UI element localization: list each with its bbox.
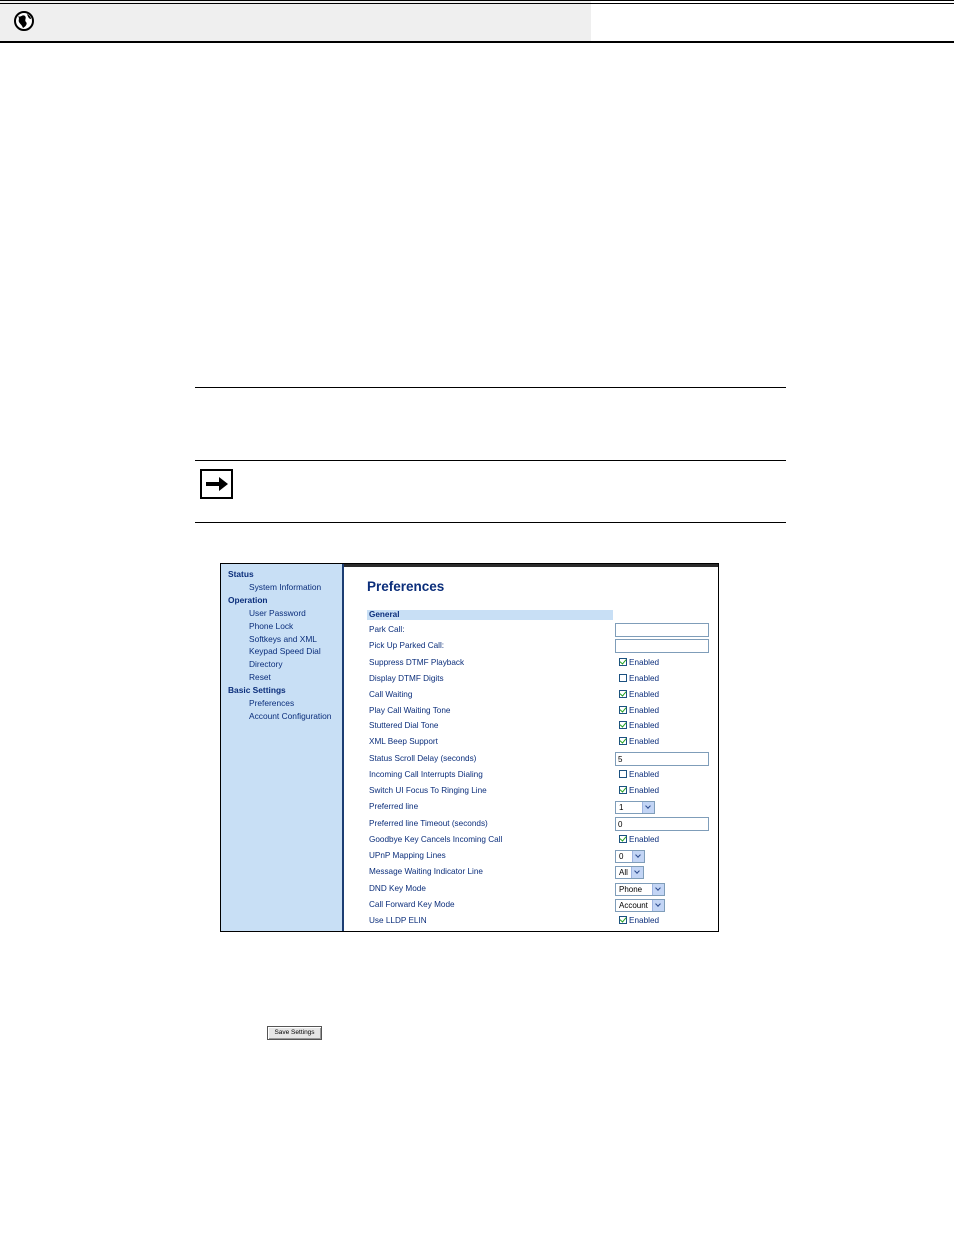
dropdown-value: 0 bbox=[619, 852, 624, 861]
setting-label: Incoming Call Interrupts Dialing bbox=[369, 770, 483, 779]
sidebar-item-phone-lock[interactable]: Phone Lock bbox=[249, 621, 294, 631]
page-title: Preferences bbox=[367, 579, 445, 594]
checkbox-unchecked-icon[interactable] bbox=[619, 674, 627, 682]
setting-label: Goodbye Key Cancels Incoming Call bbox=[369, 835, 503, 844]
sidebar-item-user-password[interactable]: User Password bbox=[249, 608, 306, 618]
setting-text-field[interactable] bbox=[615, 623, 709, 637]
sidebar-item-system-information[interactable]: System Information bbox=[249, 582, 322, 592]
sidebar-item-softkeys-xml[interactable]: Softkeys and XML bbox=[249, 634, 317, 644]
sidebar-heading-operation[interactable]: Operation bbox=[228, 595, 268, 605]
setting-label: Status Scroll Delay (seconds) bbox=[369, 754, 477, 763]
web-ui-note-bar bbox=[0, 0, 591, 43]
setting-label: Display DTMF Digits bbox=[369, 674, 444, 683]
checkbox-checked-icon[interactable] bbox=[619, 786, 627, 794]
setting-checkbox[interactable] bbox=[619, 658, 659, 669]
setting-checkbox[interactable] bbox=[619, 721, 659, 732]
divider bbox=[195, 460, 786, 461]
setting-label: DND Key Mode bbox=[369, 884, 426, 893]
checkbox-label: Enabled bbox=[629, 770, 660, 779]
setting-checkbox[interactable] bbox=[619, 835, 659, 846]
checkbox-label: Enabled bbox=[629, 737, 660, 746]
setting-label: Play Call Waiting Tone bbox=[369, 706, 451, 715]
arrow-right-icon bbox=[200, 469, 233, 499]
setting-checkbox[interactable] bbox=[619, 737, 659, 748]
sidebar-item-keypad-speed-dial[interactable]: Keypad Speed Dial bbox=[249, 646, 321, 656]
setting-dropdown[interactable] bbox=[615, 883, 665, 896]
setting-checkbox[interactable] bbox=[619, 674, 659, 685]
checkbox-checked-icon[interactable] bbox=[619, 690, 627, 698]
checkbox-label: Enabled bbox=[629, 658, 660, 667]
sidebar-item-directory[interactable]: Directory bbox=[249, 659, 283, 669]
checkbox-checked-icon[interactable] bbox=[619, 916, 627, 924]
checkbox-label: Enabled bbox=[629, 835, 660, 844]
setting-text-field[interactable] bbox=[615, 639, 709, 653]
checkbox-label: Enabled bbox=[629, 721, 660, 730]
setting-text-field[interactable]: 5 bbox=[615, 752, 709, 766]
section-header bbox=[367, 610, 613, 620]
sidebar-item-preferences[interactable]: Preferences bbox=[249, 698, 295, 708]
setting-label: Stuttered Dial Tone bbox=[369, 721, 439, 730]
chevron-down-icon[interactable] bbox=[652, 884, 664, 895]
setting-label: Message Waiting Indicator Line bbox=[369, 867, 483, 876]
setting-label: Call Forward Key Mode bbox=[369, 900, 455, 909]
checkbox-checked-icon[interactable] bbox=[619, 658, 627, 666]
checkbox-label: Enabled bbox=[629, 916, 660, 925]
checkbox-checked-icon[interactable] bbox=[619, 721, 627, 729]
setting-label: Suppress DTMF Playback bbox=[369, 658, 465, 667]
checkbox-checked-icon[interactable] bbox=[619, 737, 627, 745]
web-ui-screenshot bbox=[220, 563, 719, 932]
setting-label: Call Waiting bbox=[369, 690, 413, 699]
dropdown-value: Account bbox=[619, 901, 648, 910]
section-heading: General bbox=[369, 610, 400, 619]
setting-dropdown[interactable] bbox=[615, 850, 645, 863]
setting-checkbox[interactable] bbox=[619, 770, 659, 781]
sidebar-heading-basic-settings[interactable]: Basic Settings bbox=[228, 685, 286, 695]
save-settings-button[interactable]: Save Settings bbox=[267, 1026, 322, 1040]
checkbox-label: Enabled bbox=[629, 690, 660, 699]
setting-label: Preferred line Timeout (seconds) bbox=[369, 819, 488, 828]
divider bbox=[195, 387, 786, 388]
setting-checkbox[interactable] bbox=[619, 706, 659, 717]
chevron-down-icon[interactable] bbox=[631, 867, 643, 878]
checkbox-checked-icon[interactable] bbox=[619, 835, 627, 843]
setting-text-field[interactable]: 0 bbox=[615, 817, 709, 831]
main-panel bbox=[345, 564, 718, 931]
checkbox-checked-icon[interactable] bbox=[619, 706, 627, 714]
setting-label: Preferred line bbox=[369, 802, 419, 811]
setting-checkbox[interactable] bbox=[619, 916, 659, 927]
setting-label: Pick Up Parked Call: bbox=[369, 641, 445, 650]
chevron-down-icon[interactable] bbox=[642, 802, 654, 813]
setting-checkbox[interactable] bbox=[619, 690, 659, 701]
setting-label: Park Call: bbox=[369, 625, 405, 634]
sidebar-item-reset[interactable]: Reset bbox=[249, 672, 271, 682]
setting-dropdown[interactable] bbox=[615, 801, 655, 814]
sidebar-item-account-configuration[interactable]: Account Configuration bbox=[249, 711, 332, 721]
setting-dropdown[interactable] bbox=[615, 899, 665, 912]
setting-checkbox[interactable] bbox=[619, 786, 659, 797]
setting-label: XML Beep Support bbox=[369, 737, 438, 746]
dropdown-value: Phone bbox=[619, 885, 643, 894]
setting-label: Switch UI Focus To Ringing Line bbox=[369, 786, 487, 795]
setting-dropdown[interactable] bbox=[615, 866, 644, 879]
setting-label: UPnP Mapping Lines bbox=[369, 851, 446, 860]
checkbox-label: Enabled bbox=[629, 674, 660, 683]
dropdown-value: All bbox=[619, 868, 628, 877]
chevron-down-icon[interactable] bbox=[652, 900, 664, 911]
globe-icon bbox=[13, 10, 35, 32]
sidebar-heading-status[interactable]: Status bbox=[228, 569, 254, 579]
chevron-down-icon[interactable] bbox=[632, 851, 644, 862]
checkbox-label: Enabled bbox=[629, 706, 660, 715]
sidebar bbox=[221, 564, 344, 931]
dropdown-value: 1 bbox=[619, 803, 624, 812]
setting-label: Use LLDP ELIN bbox=[369, 916, 427, 925]
checkbox-unchecked-icon[interactable] bbox=[619, 770, 627, 778]
checkbox-label: Enabled bbox=[629, 786, 660, 795]
divider bbox=[195, 522, 786, 523]
